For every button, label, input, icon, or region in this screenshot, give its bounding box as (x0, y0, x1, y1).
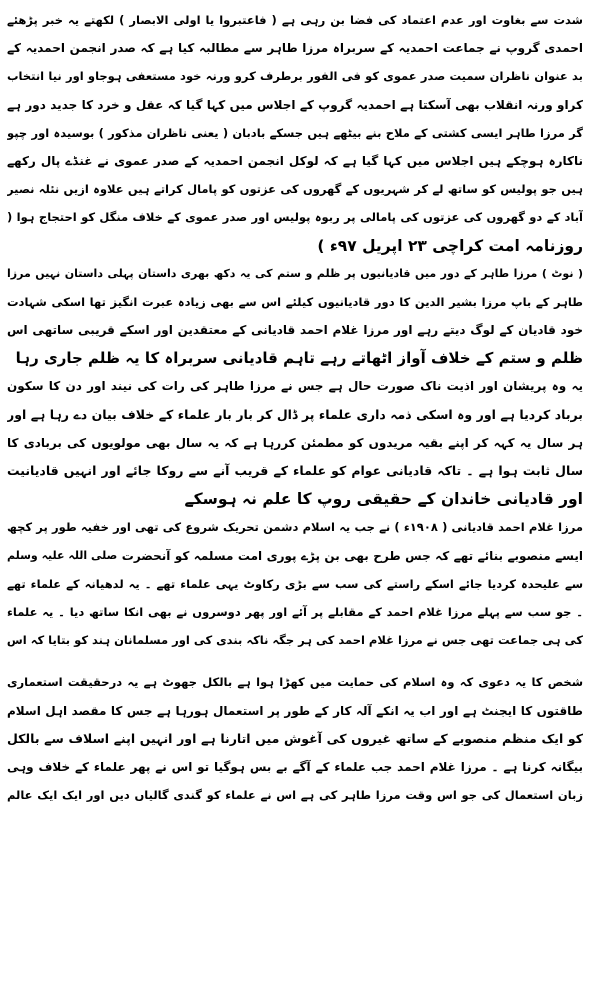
text-line-2: احمدی گروپ نے جماعت احمدیہ کے سربراہ مرزا طاہر سے مطالبہ کیا ہے کہ صدر انجمن احمدیہ کے (7, 41, 583, 56)
text-line-25: طاقتوں کا ایجنٹ ہے اور اب یہ انکے آلہ کار کے طور پر استعمال ہورہا ہے جس کا مقصد اہل اسلام (7, 703, 583, 718)
text-line-28: زبان استعمال کی جو اس وقت مرزا طاہر کی ہے اس نے علماء کو گندی گالیاں دیں اور ایک ایک عالم (7, 788, 583, 803)
text-line-14: یہ وہ پریشان اور اذیت ناک صورت حال ہے جس نے مرزا طاہر کی رات کی نیند اور دن کا سکون (7, 379, 583, 394)
durood-seal: صلی اللہ علیہ وسلم (7, 548, 118, 562)
text-line-5: گر مرزا طاہر ایسی کشتی کے ملاح بنے بیٹھے ہیں جسکے بادبان ( یعنی ناظران مذکور ) بوسیدہ اور چپو (7, 125, 583, 140)
text-line-13: ظلم و ستم کے خلاف آواز اٹھاتے رہے تاہم قادیانی سربراہ کا یہ ظلم جاری رہا (15, 349, 583, 368)
text-line-10: ( نوٹ ) مرزا طاہر کے دور میں قادیانیوں پر ظلم و ستم کی یہ دکھ بھری داستان پہلی داستان نہیں مرزا (7, 266, 583, 280)
text-line-1: شدت سے بغاوت اور عدم اعتماد کی فضا بن رہی ہے ( فاعتبروا یا اولی الابصار ) لکھتے یہ خبر پڑھئے (7, 13, 583, 27)
text-line-15: برباد کردیا ہے اور وہ اسکی ذمہ داری علماء پر ڈال کر بار بار علماء کے خلاف بیان دے رہا ہے اور (7, 406, 583, 422)
text-line-12: خود قادیان کے لوگ دیتے رہے اور مرزا غلام احمد قادیانی کے معتقدین اور اسکے قریبی ساتھی اس (7, 323, 583, 338)
text-line-22: ۔ جو سب سے پہلے مرزا غلام احمد کے مقابلے پر آئے اور پھر دوسروں نے بھی انکا ساتھ دیا ۔ یہ علماء (7, 604, 583, 619)
text-line-27: بیگانہ کرنا ہے ۔ مرزا غلام احمد جب علماء کے آگے بے بس ہوگیا تو اس نے پھر علماء کے خلاف وہی (7, 759, 583, 774)
text-line-4: کراو ورنہ انقلاب بھی آسکتا ہے احمدیہ گروپ کے اجلاس میں کہا گیا کہ عقل و خرد کا جدید دور ہے (7, 97, 583, 112)
text-line-23: کی ہی جماعت تھی جس نے مرزا غلام احمد کی ہر جگہ ناکہ بندی کی اور مسلمانان ہند کو بتایا کہ اس (7, 633, 583, 648)
text-line-20: ایسے منصوبے بنائے تھے کہ جس طرح بھی بن پڑے پوری امت مسلمہ کو آنحضرت (121, 548, 583, 563)
text-line-11: طاہر کے باپ مرزا بشیر الدین کا دور قادیانیوں کیلئے اس سے بھی زیادہ عبرت انگیز تھا اسکی شہادت (7, 294, 583, 309)
text-line-24: شخص کا یہ دعوی کہ وہ اسلام کی حمایت میں کھڑا ہوا ہے بالکل جھوٹ ہے یہ درحقیقت استعماری (7, 675, 583, 690)
text-line-17: سال ثابت ہوا ہے ۔ تاکہ قادیانی عوام کو علماء کے قریب آنے سے روکا جائے اور انہیں قادیانیت (7, 463, 583, 478)
text-line-9: روزنامہ امت کراچی ۲۳ اپریل ۹۷ء ) (317, 236, 583, 255)
text-line-26: کو ایک منظم منصوبے کے ساتھ غیروں کی آغوش میں اتارنا ہے اور انہیں اپنے اسلاف سے بالکل (7, 730, 583, 746)
text-line-3: بد عنوان ناظران سمیت صدر عموی کو فی الفور برطرف کرو ورنہ خود مستعفی ہوجاو اور نیا انتخاب (7, 69, 583, 84)
text-line-7: ہیں جو پولیس کو ساتھ لے کر شہریوں کے گھروں کی عزتوں کو پامال کراتے ہیں علاوہ ازیں نئلہ نصیر (7, 182, 583, 197)
text-line-16: ہر سال یہ کہہ کر اپنے بقیہ مریدوں کو مطمئن کررہا ہے کہ یہ سال بھی مولویوں کی بربادی کا (7, 435, 583, 450)
text-line-6: ناکارہ ہوچکے ہیں اجلاس میں کہا گیا ہے کہ لوکل انجمن احمدیہ کے صدر عموی نے غنڈے پال رکھے (7, 153, 583, 168)
text-line-19: مرزا غلام احمد قادیانی ( ۱۹۰۸ء ) نے جب یہ اسلام دشمن تحریک شروع کی تھی اور خفیہ طور پر کچھ (7, 520, 583, 535)
paragraph-gap (7, 654, 583, 668)
text-line-21: سے علیحدہ کردیا جائے اسکے راستے کی سب سے بڑی رکاوٹ یہی علماء تھے ۔ یہ لدھیانہ کے علماء تھے (7, 576, 583, 591)
text-line-18: اور قادیانی خاندان کے حقیقی روپ کا علم نہ ہوسکے (184, 490, 583, 509)
urdu-text-body (7, 6, 583, 809)
text-line-8: آباد کے دو گھروں کی عزتوں کی پامالی پر ربوہ پولیس اور صدر عموی کے خلاف منگل کو احتجاج ہوا ( (7, 210, 583, 225)
text-line-20-container (7, 542, 583, 570)
